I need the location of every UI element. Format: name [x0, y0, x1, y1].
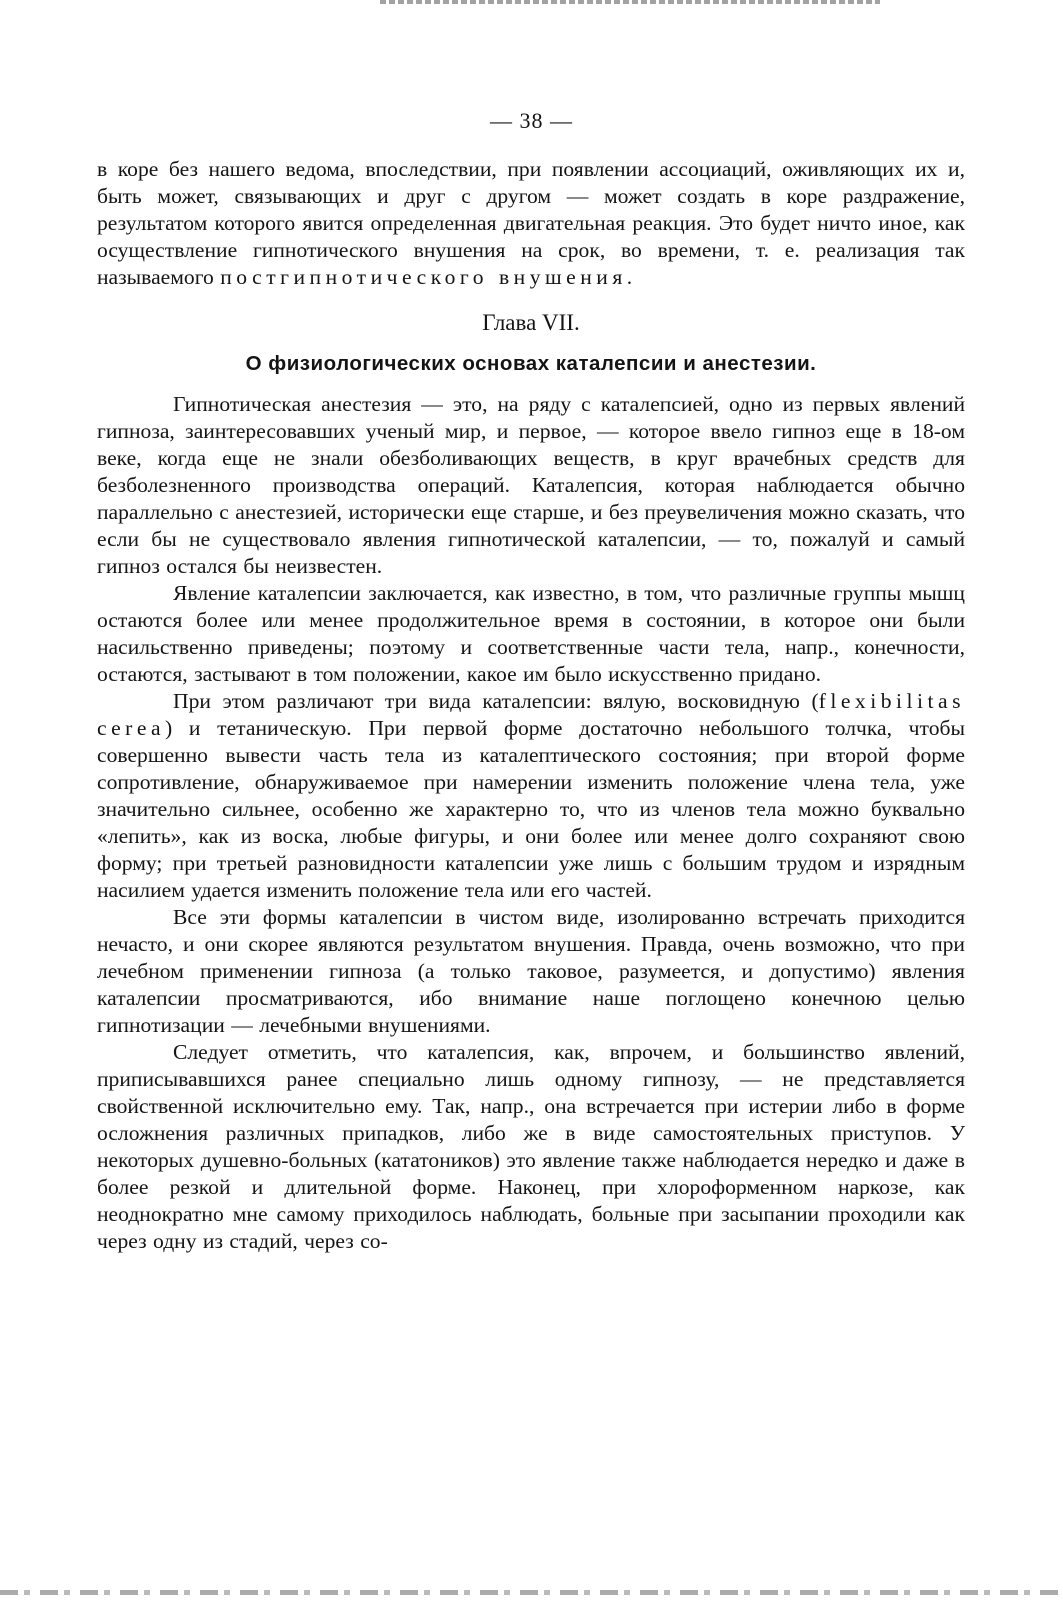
page-text — [97, 156, 965, 1255]
emphasized-term: постгипнотического внушения — [220, 265, 627, 289]
paragraph-4-start: При этом различают три вида каталепсии: вялую, восковидную ( — [173, 689, 819, 713]
chapter-title: Глава VII. — [482, 310, 580, 335]
page-number: — 38 — — [490, 108, 573, 133]
scan-edge-top — [380, 0, 880, 4]
paragraph-forms: Все эти формы каталепсии в чистом виде, изолированно встречать приходится нечасто, и они скорее являются результатом внушения. Правда, очень возможно, что при лечебном применении гипноза (а только таковое, разумеется, и допустимо) явления каталепсии просматриваются, ибо внимание наше поглощено конечною целью гипнотизации — лечебными внушениями. — [97, 905, 965, 1037]
scan-edge-bottom — [0, 1590, 1063, 1595]
paragraph-4-end: ) и тетаническую. При первой форме достаточно небольшого толчка, чтобы совершенно вывести часть тела из каталептического состояния; при второй форме сопротивление, обнаруживаемое при намерении изменить положение члена тела, уже значительно сильнее, особенно же характерно то, что из членов тела можно буквально «лепить», как из воска, любые фигуры, и они более или менее долго сохраняют свою форму; при третьей разновидности каталепсии уже лишь с большим трудом и изрядным насилием удается изменить положение тела или его частей. — [97, 716, 965, 902]
paragraph-hysteria: Следует отметить, что каталепсия, как, впрочем, и большинство явлений, приписывавшихся ранее специально лишь одному гипнозу, — не представляется свойственной исключительно ему. Так, напр., она встречается при истерии либо в форме осложнения различных припадков, либо же в виде самостоятельных приступов. У некоторых душевно-больных (кататоников) это явление также наблюдается нередко и даже в более резкой и длительной форме. Наконец, при хлороформенном наркозе, как неоднократно мне самому приходилось наблюдать, больные при засыпании проходили как через одну из стадий, через со- — [97, 1040, 965, 1253]
latin-term: flexibilitas cerea — [97, 689, 965, 740]
paragraph-1-end: . — [626, 265, 633, 289]
paragraph-1-text: в коре без нашего ведома, впоследствии, при появлении ассоциаций, оживляющих их и, быть может, связывающих и друг с другом — может создать в коре раздражение, результатом которого явится определенная двигательная реакция. Это будет ничто иное, как осуществление гипнотического внушения на срок, во времени, т. е. реализация так называемого — [97, 157, 965, 289]
paragraph-catalepsy-types — [97, 688, 965, 904]
paragraph-continued — [97, 156, 965, 291]
paragraph-catalepsy-definition: Явление каталепсии заключается, как известно, в том, что различные группы мышц остаются более или менее продолжительное время в состоянии, в которое они были насильственно приведены; поэтому и соответственные части тела, напр., конечности, остаются, застывают в том положении, какое им было искусственно придано. — [97, 581, 965, 686]
section-heading: О физиологических основах каталепсии и анестезии. — [245, 352, 817, 375]
paragraph-anesthesia: Гипнотическая анестезия — это, на ряду с каталепсией, одно из первых явлений гипноза, заинтересовавших ученый мир, и первое, — которое ввело гипноз еще в 18-ом веке, когда еще не знали обезболивающих веществ, в круг врачебных средств для безболезненного производства операций. Каталепсия, которая наблюдается обычно параллельно с анестезией, исторически еще старше, и без преувеличения можно сказать, что если бы не существовало явления гипнотической каталепсии, — то, пожалуй и самый гипноз остался бы неизвестен. — [97, 392, 965, 578]
